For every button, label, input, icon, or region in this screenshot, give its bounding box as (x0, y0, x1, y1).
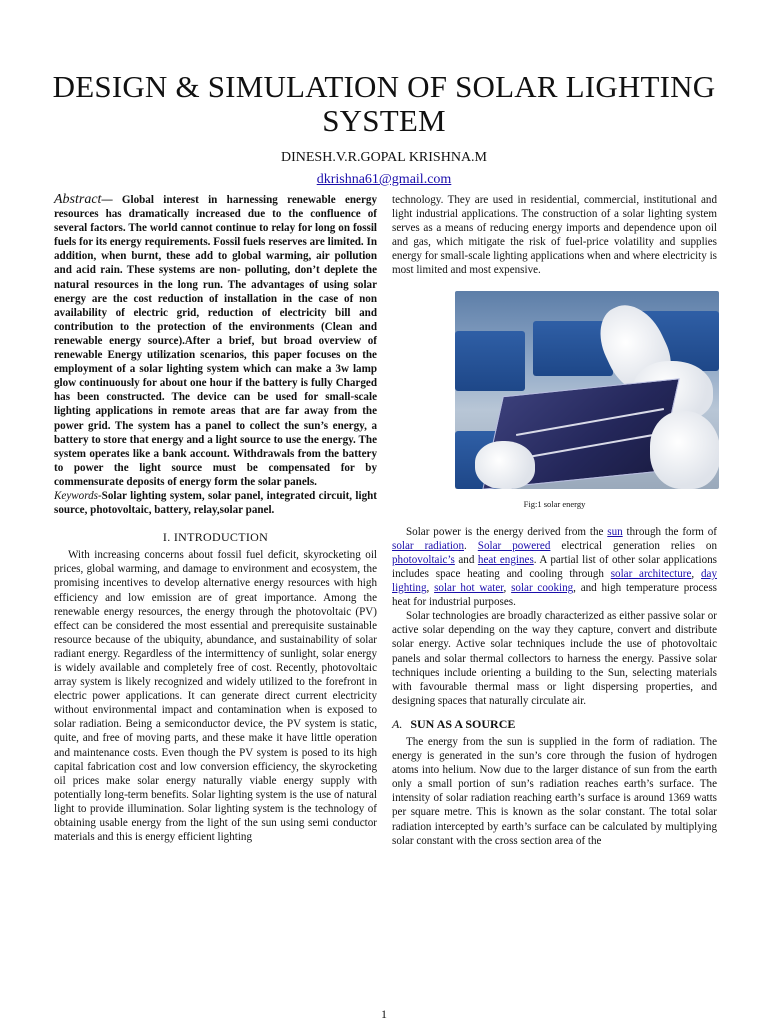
text-run: , (691, 567, 701, 580)
subsection-heading (392, 717, 717, 731)
glove-shape (650, 411, 719, 489)
link-day-lighting[interactable]: day lighting (392, 567, 718, 595)
page-number: 1 (381, 1007, 387, 1021)
text-run: and (454, 553, 478, 566)
link-solar-architecture[interactable]: solar architecture (610, 567, 692, 580)
abstract-dash: — (101, 194, 113, 206)
crate-shape (455, 331, 525, 391)
abstract-label: Abstract (54, 192, 102, 207)
left-column (54, 193, 377, 844)
solar-power-paragraph (392, 525, 717, 610)
author-email (0, 172, 768, 188)
text-run: , and high temperature process heat for industrial purposes. (392, 582, 717, 609)
intro-paragraph: With increasing concerns about fossil fuel deficit, skyrocketing oil prices, global warming, and damage to environment and ecosystem, the promising incentives to develop alternative energy resources with high efficiency and low emission are of great importance. Among the renewable energy resources, the energy through the photovoltaic (PV) effect can be considered the most essential and prerequisite sustainable resource because of the ubiquity, abundance, and sustainability of solar radiant energy. Regardless of the intermittency of sunlight, solar energy is widely available and completely free of cost. Recently, photovoltaic array system is likely recognized and widely utilized to the forefront in electric power applications. It can generate direct current electricity without environmental impact and contamination when is exposed to solar radiation. Being a semiconductor device, the PV system is static, quite, and free of moving parts, and these make it have little operation and maintenance costs. Even though the PV system is posed to its high capital fabrication cost and low conversion efficiency, the skyrocketing oil prices make solar energy naturally viable energy supply with potentially long-term benefits. Solar lighting system is the use of natural light to provide illumination. Solar lighting system is the technology of obtaining usable energy from the light of the sun using semi conductor materials and this is energy efficient lighting (54, 549, 377, 844)
link-solar-cooking[interactable]: solar cooking (511, 582, 574, 595)
link-solar-radiation[interactable]: solar radiation (392, 539, 464, 552)
abstract-text: Global interest in harnessing renewable energy resources has dramatically increased due to the confluence of several factors. The world cannot continue to relay for long on fossil fuels for its energy requirements. Fossil fuels reserves are limited. In addition, when burnt, these add to global warming, air pollution and acid rain. These systems are non- polluting, don’t deplete the natural resources in the long run. The advantages of using solar energy are the cost reduction of installation in the case of non availability of electric grid, reduction of electricity bill and contribution to the protection of the environments (Clean and renewable energy source).After a brief, but broad overview of renewable Energy utilization scenarios, this paper focuses on the employment of a solar lighting system which can make a 3w lamp glow continuously for about one hour if the battery is fully Charged has been constructed. The device can be used for small-scale lighting applications in remote areas that are far away from the power grid. The system has a panel to collect the sun’s energy, a battery to store that energy and a light source to use the energy. The system operates like a bank account. Withdrawals from the battery to power the light source must be compensated for by commensurate deposits of energy form the solar panels. (54, 194, 377, 488)
intro-heading: I. INTRODUCTION (162, 530, 269, 545)
link-solar-powered[interactable]: Solar powered (477, 539, 551, 552)
text-run: , (503, 582, 512, 595)
intro-continuation: technology. They are used in residential, commercial, institutional and light industrial applications. The construction of a solar lighting system serves as a means of reducing energy imports and dependence upon oil and gas, which mitigate the risk of fuel-price volatility and supplies energy for small-scale lighting applications when and where electricity is most limited and most expensive. (392, 194, 717, 277)
subsection-title: SUN AS A SOURCE (410, 716, 516, 731)
sun-source-paragraph: The energy from the sun is supplied in the form of radiation. The energy is generated in the sun’s core through the fusion of hydrogen atoms into helium. Now due to the larger distance of sun from the earth only a small portion of sun’s radiation reaches earth’s surface. The intensity of solar radiation reaching earth’s surface is around 1369 watts per square metre. This is known as the solar constant. The total solar radiation intercepted by earth’s surface can be calculated by multiplying solar constant with the cross section area of the (392, 735, 717, 847)
solar-panel-photo (455, 291, 719, 489)
solar-technologies-paragraph: Solar technologies are broadly characterized as either passive solar or active solar depending on the way they capture, convert and distribute solar energy. Active solar techniques include the use of photovoltaic panels and solar thermal collectors to harness the energy. Passive solar techniques include orienting a building to the Sun, selecting materials with favourable thermal mass or light dispersing properties, and designing spaces that naturally circulate air. (392, 610, 717, 707)
paper-title: DESIGN & SIMULATION OF SOLAR LIGHTING SYSTEM (52, 69, 716, 138)
subsection-letter: A. (392, 716, 403, 731)
link-heat-engines[interactable]: heat engines (477, 553, 534, 566)
text-run: , (426, 582, 435, 595)
text-run: through the form of (622, 525, 717, 538)
abstract (54, 193, 377, 489)
text-run: . A partial list of other solar applications includes space heating and cooling through (392, 553, 717, 580)
email-link[interactable]: dkrishna61@gmail.com (316, 172, 452, 187)
keywords-label: Keywords- (54, 489, 102, 502)
link-sun[interactable]: sun (607, 525, 623, 538)
keywords (54, 489, 377, 517)
figure-caption: Fig:1 solar energy (523, 498, 586, 509)
authors: DINESH.V.R.GOPAL KRISHNA.M (280, 150, 487, 165)
text-run: electrical generation relies on (550, 539, 717, 552)
text-run: Solar power is the energy derived from the (406, 525, 608, 538)
text-run: . (464, 539, 478, 552)
glove-shape (475, 441, 535, 489)
link-solar-hot-water[interactable]: solar hot water (434, 582, 504, 595)
link-photovoltaics[interactable]: photovoltaic’s (392, 553, 455, 566)
keywords-text: Solar lighting system, solar panel, integrated circuit, light source, photovoltaic, battery, relay,solar panel. (54, 489, 377, 517)
right-column (392, 193, 717, 848)
